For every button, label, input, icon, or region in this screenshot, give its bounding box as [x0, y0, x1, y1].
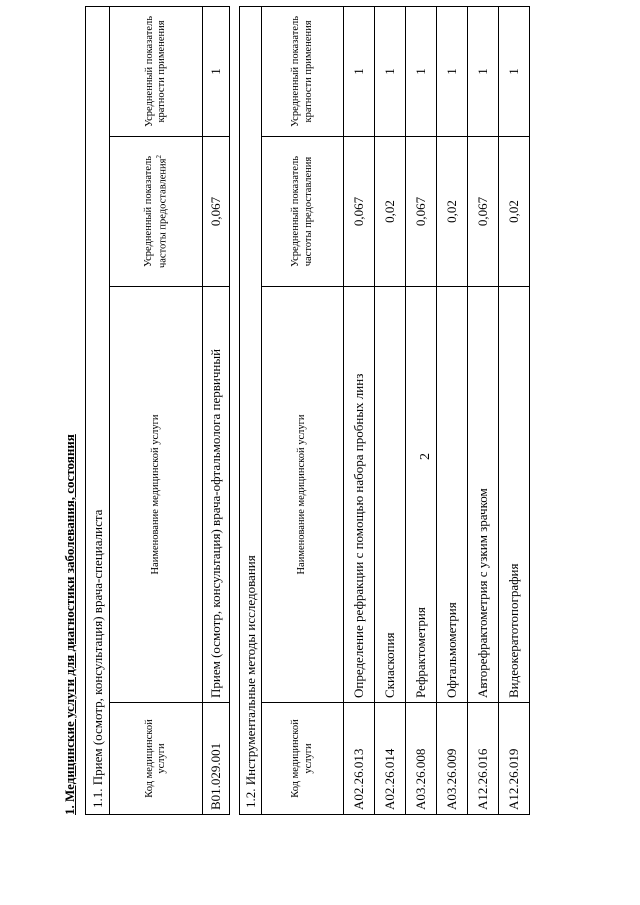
row-frequency: 0,067 [468, 137, 499, 287]
row-name: Рефрактометрия [406, 287, 437, 703]
table-row [437, 6, 468, 814]
row-name: Офтальмометрия [437, 287, 468, 703]
header-frequency: Усредненный показатель частоты предоставления [262, 137, 344, 287]
table-row [406, 6, 437, 814]
row-frequency: 0,067 [203, 137, 230, 287]
row-multiplicity: 1 [406, 6, 437, 136]
table-row [375, 6, 406, 814]
row-frequency: 0,02 [375, 137, 406, 287]
table-row [499, 6, 530, 814]
header-frequency [110, 137, 203, 287]
row-frequency: 0,067 [344, 137, 375, 287]
row-multiplicity: 1 [468, 6, 499, 136]
row-code: A03.26.008 [406, 703, 437, 815]
row-code: B01.029.001 [203, 703, 230, 815]
row-frequency: 0,02 [499, 137, 530, 287]
row-name: Определение рефракции с помощью набора пробных линз [344, 287, 375, 703]
row-code: A03.26.009 [437, 703, 468, 815]
header-code: Код медицинской услуги [262, 703, 344, 815]
header-multiplicity: Усредненный показатель кратности применения [262, 6, 344, 136]
row-multiplicity: 1 [499, 6, 530, 136]
header-code: Код медицинской услуги [110, 703, 203, 815]
row-multiplicity: 1 [437, 6, 468, 136]
header-frequency-text: Усредненный показатель частоты предоставления [142, 155, 169, 269]
services-table-consultation [85, 6, 230, 815]
row-multiplicity: 1 [344, 6, 375, 136]
page-number: 2 [418, 453, 433, 460]
header-name: Наименование медицинской услуги [110, 287, 203, 703]
footnote-marker: 2 [154, 155, 163, 159]
row-name: Скиаскопия [375, 287, 406, 703]
row-name: Видеокератотопография [499, 287, 530, 703]
row-name: Прием (осмотр, консультация) врача-офтальмолога первичный [203, 287, 230, 703]
table-subtitle: 1.1. Прием (осмотр, консультация) врача-специалиста [86, 6, 110, 814]
row-code: A02.26.013 [344, 703, 375, 815]
table-subtitle: 1.2. Инструментальные методы исследования [240, 6, 262, 814]
row-code: A12.26.016 [468, 703, 499, 815]
services-table-instrumental [239, 6, 530, 815]
row-frequency: 0,02 [437, 137, 468, 287]
header-name: Наименование медицинской услуги [262, 287, 344, 703]
row-name: Авторефрактометрия с узким зрачком [468, 287, 499, 703]
header-multiplicity: Усредненный показатель кратности применения [110, 6, 203, 136]
row-multiplicity: 1 [203, 6, 230, 136]
row-code: A02.26.014 [375, 703, 406, 815]
row-multiplicity: 1 [375, 6, 406, 136]
row-code: A12.26.019 [499, 703, 530, 815]
table-row [468, 6, 499, 814]
section-title: 1. Медицинские услуги для диагностики заболевания, состояния [62, 434, 77, 815]
row-frequency: 0,067 [406, 137, 437, 287]
table-row [344, 6, 375, 814]
